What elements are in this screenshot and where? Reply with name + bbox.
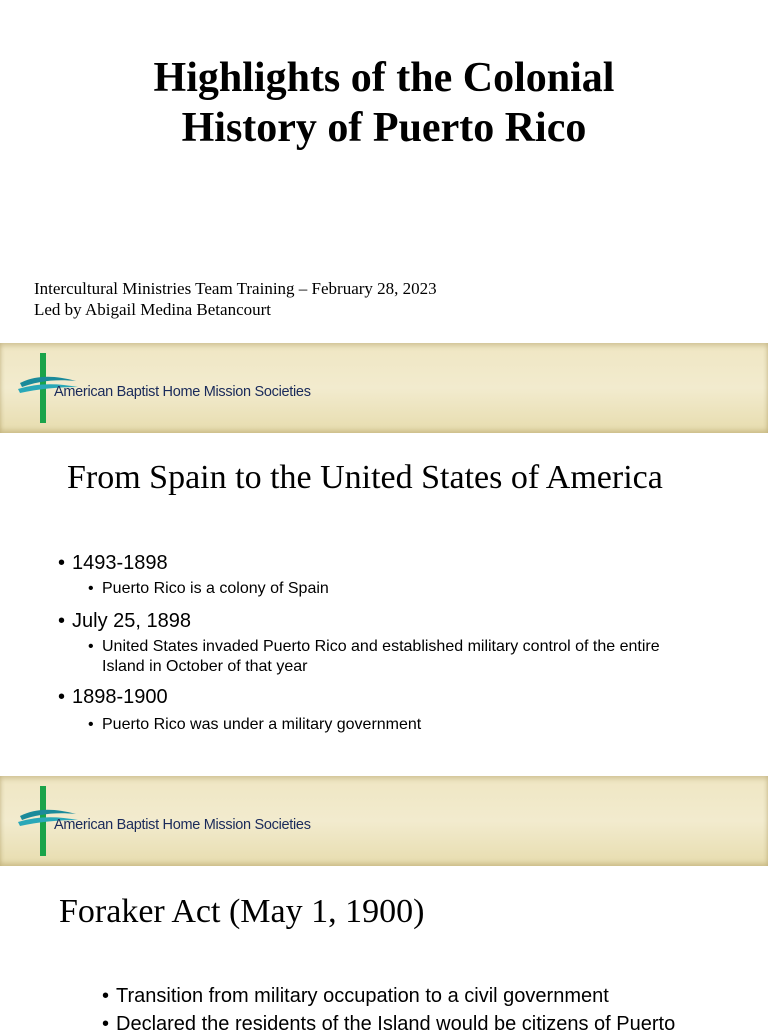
bullet-item: • Declared the residents of the Island would be citizens of Puerto xyxy=(102,1013,676,1035)
organization-name: American Baptist Home Mission Societies xyxy=(54,384,311,400)
slide-heading: From Spain to the United States of America xyxy=(67,459,663,496)
presentation-title-line-1: Highlights of the Colonial xyxy=(153,55,615,101)
sub-bullet-item: • United States invaded Puerto Rico and established military control of the entire Island in October of that year xyxy=(88,638,660,675)
training-info: Intercultural Ministries Team Training – February 28, 2023 xyxy=(34,279,437,298)
slide-banner xyxy=(0,776,768,866)
bullet-item: • 1898-1900 xyxy=(58,686,168,708)
bullet-item: • July 25, 1898 xyxy=(58,610,191,632)
bullet-item: • Transition from military occupation to a civil government xyxy=(102,985,609,1007)
presenter-info: Led by Abigail Medina Betancourt xyxy=(34,300,271,319)
organization-name: American Baptist Home Mission Societies xyxy=(54,817,311,833)
sub-bullet-item: • Puerto Rico is a colony of Spain xyxy=(88,580,329,597)
bullet-item: • 1493-1898 xyxy=(58,552,168,574)
slide-banner xyxy=(0,343,768,433)
presentation-title-line-2: History of Puerto Rico xyxy=(181,105,587,151)
sub-bullet-item: • Puerto Rico was under a military government xyxy=(88,716,422,733)
slide-heading: Foraker Act (May 1, 1900) xyxy=(59,893,425,930)
